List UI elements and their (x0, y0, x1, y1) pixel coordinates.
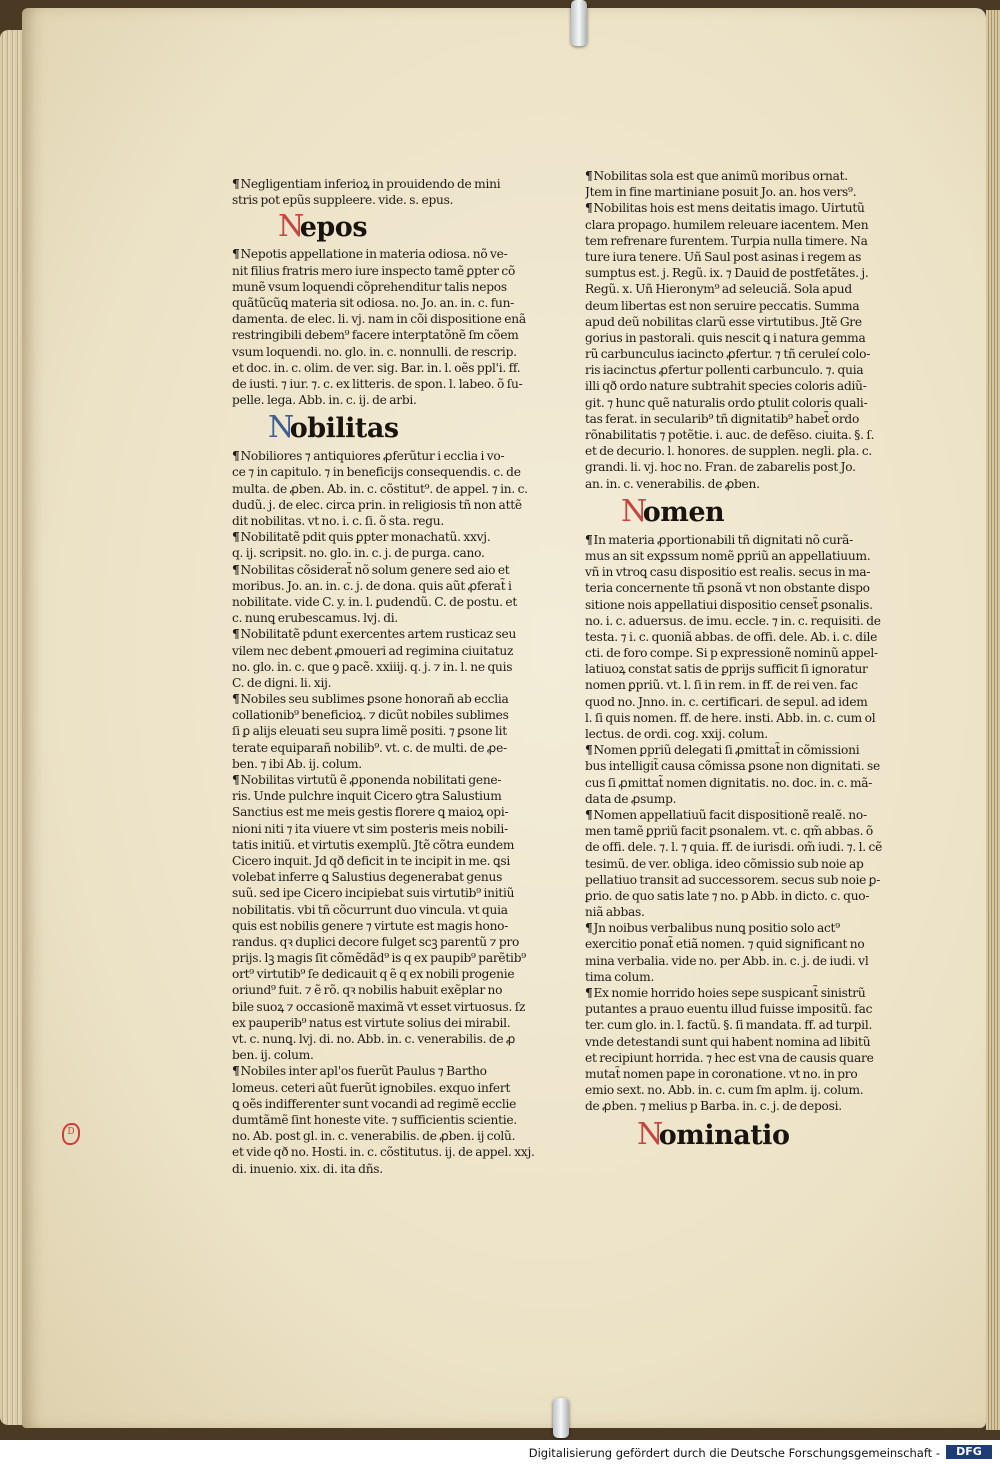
text-line: ¶In materia ꝓportionabili tñ dignitati nõ curã- (585, 532, 854, 547)
text-line: quãtũcũꝗ materia sit odiosa. no. Jo. an. in. c. fun- (232, 295, 515, 310)
paragraph-mark-icon: ¶ (232, 530, 240, 545)
text-line: clara propago. humilem releuare iacentem. Men (585, 217, 869, 232)
text-line: ¶Nobiliores ⁊ antiquiores ꝓferũtur i ecclia i vo- (232, 449, 505, 464)
text-line: apud deũ nobilitas clarũ esse virtutibus. Jtẽ Gre (585, 314, 862, 329)
text-line: vt. c. nunꝗ. lvj. di. no. Abb. in. c. venerabilis. de ꝓ (232, 1032, 516, 1046)
heading-nepos: Nepos (278, 209, 368, 245)
facing-page-fragment (990, 1234, 1000, 1244)
paragraph-mark-icon: ¶ (232, 773, 240, 787)
text-line: C. de digni. li. xij. (232, 675, 332, 690)
left-text-column (232, 176, 552, 1177)
text-line: tas ferat. in secularib⁹ tñ dignitatib⁹ habet̃ ordo (585, 411, 860, 426)
paragraph-mark-icon: ¶ (232, 1064, 240, 1079)
paragraph-mark-icon: ¶ (585, 169, 593, 183)
text-line: latiuoꝝ constat satis de ꝑprijs sufficit ſi ignoratur (585, 662, 868, 677)
text-line: illi qð ordo nature subtrahit species coloris adiũ- (585, 379, 867, 394)
text-line: ¶Ex nomie horrido hoies sepe suspicant̃ sinistrũ (585, 986, 866, 1000)
text-line: putantes a prauo euentu illud fuisse impositũ. fac (585, 1002, 873, 1017)
text-line: de offi. dele. ⁊. l. ⁊ quia. ff. de iurisdi. om̃ iudi. ⁊. l. cẽ (585, 840, 883, 855)
text-line: men tamẽ ꝑpriũ facit ꝑsonalem. vt. c. qm̃ abbas. õ (585, 824, 873, 839)
text-line: pelle. lega. Abb. in. c. ij. de arbi. (232, 393, 417, 408)
text-line: ¶Nobiles seu sublimes ꝑsone honorañ ab ecclia (232, 692, 509, 707)
top-clip-icon (571, 0, 587, 46)
text-line: l. ſi quis nomen. ff. de here. insti. Abb. in. c. cum ol (585, 710, 876, 725)
text-line: nobilitate. vide C. y. in. l. ꝑudendũ. C. de postu. et (232, 594, 518, 609)
footer-credit: Digitalisierung gefördert durch die Deutsche Forschungsgemeinschaft - (528, 1446, 940, 1460)
text-line: di. inuenio. xix. di. ita dñs. (232, 1161, 383, 1176)
text-line: ¶Nobilitatẽ pdit quis ꝑpter monachatũ. xxvj. (232, 530, 491, 545)
facing-page-fragment (990, 1044, 1000, 1054)
margin-mark: D (62, 1123, 80, 1145)
text-line: ¶Nepotis appellatione in materia odiosa. nõ ve- (232, 247, 508, 262)
text-line: deum libertas est non seruire peccatis. Summa (585, 298, 860, 313)
facing-page-fragment (990, 1272, 1000, 1282)
text-line: no. Ab. post gl. in. c. venerabilis. de ꝓben. ij colũ. (232, 1129, 516, 1144)
text-line: suũ. sed ipe Cicero incipiebat suis virtutib⁹ initiũ (232, 886, 515, 901)
paragraph-negligentiam (232, 176, 552, 208)
facing-page-fragment (990, 1006, 1000, 1016)
text-line: quod no. Jnno. in. c. certificari. de sepul. ad idem (585, 694, 868, 709)
text-line: ce ⁊ in capitulo. ⁊ in beneficijs consequendis. c. de (232, 465, 521, 480)
facing-page-fragment (990, 1386, 1000, 1396)
paragraph-mark-icon: ¶ (585, 921, 593, 936)
text-line: multa. de ꝓben. Ab. in. c. cõstitut⁹. de appel. ⁊ in. c. (232, 481, 528, 496)
text-line: ¶Jn noibus verbalibus nunꝗ positio solo act⁹ (585, 921, 840, 936)
text-line: lomeus. ceteri aũt fuerũt ignobiles. exquo infert (232, 1080, 511, 1095)
text-line: pellatiuo transit ad successorem. secus sub noie ꝑ- (585, 872, 881, 887)
heading-nominatio: Nominatio (637, 1116, 790, 1152)
text-line: rõnabilitatis ⁊ potẽtie. i. auc. de defẽso. ciuita. §. ſ. (585, 428, 875, 442)
facing-page-fragment (990, 1348, 1000, 1358)
text-line: ture iura tenere. Uñ Saul post asinas i regem as (585, 249, 862, 264)
text-line: lectus. de ordi. cog. xxij. colum. (585, 727, 768, 741)
text-line: ex pauperib⁹ natus est virtute solius dei mirabil. (232, 1015, 511, 1030)
right-text-column (585, 168, 889, 1155)
section-nobilitas-text (232, 448, 552, 1176)
rubric-initial: N (278, 209, 304, 245)
text-line: volebat inferre ꝗ Salustius degenerabat genus (232, 870, 503, 885)
text-line: ort⁹ virtutib⁹ ſe dedicauit q ẽ q ex nobili progenie (232, 967, 515, 982)
text-line: restringibili debem⁹ facere interptatõnẽ ſm cõem (232, 328, 519, 343)
text-line: bile suoꝝ ⁊ occasionẽ maximã vt esset virtuosus. ſz (232, 999, 526, 1014)
text-line: exercitio ponat̃ etiã nomen. ⁊ quid significant no (585, 937, 865, 952)
text-line: dit nobilitas. vt no. i. c. ſi. õ sta. regu. (232, 514, 445, 528)
text-line: ter. cum glo. in. l. factũ. §. ſi mandata. ff. ad turpil. (585, 1018, 873, 1033)
paragraph-mark-icon: ¶ (232, 449, 240, 464)
text-line: Jtem in fine martiniane posuit Jo. an. hos vers⁹. (585, 185, 857, 200)
text-line: terate equiparañ nobilib⁹. vt. c. de multi. de ꝓe- (232, 740, 507, 755)
text-line: ¶Nobilitatẽ pdunt exercentes artem rusticaz seu (232, 627, 517, 642)
text-line: ¶Nomen ꝑpriũ delegati ſi ꝓmittat̃ in cõmissioni (585, 743, 860, 758)
paragraph-mark-icon: ¶ (585, 986, 593, 1000)
text-line: ben. ij. colum. (232, 1048, 314, 1063)
text-line: rũ carbunculus iacincto ꝓfertur. ⁊ tñ ceruleí colo- (585, 347, 871, 362)
text-line: no. glo. in. c. que ꝯ pacẽ. xxiiij. q. j. ⁊ in. l. ne quis (232, 659, 513, 674)
footer-bar (0, 1440, 1000, 1465)
text-line: q. ij. scripsit. no. glo. in. c. j. de purga. cano. (232, 546, 485, 561)
text-line: ꝑrio. de quo satis late ⁊ no. p Abb. in dicto. c. quo- (585, 888, 870, 903)
text-line: mus an sit exꝑssum nomẽ ꝑpriũ an appellatiuum. (585, 548, 871, 563)
text-line: nioni niti ⁊ ita viuere vt sim posteris meis nobili- (232, 821, 508, 836)
text-line: Regũ. x. Uñ Hieronym⁹ ad seleuciã. Sola apud (585, 282, 852, 297)
text-line: et vide qð no. Hosti. in. c. cõstitutus. ij. de appel. xxj. (232, 1145, 535, 1160)
text-line: ꝗ oẽs indifferenter sunt vocandi ad regimẽ ecclie (232, 1096, 517, 1111)
paragraph-mark-icon: ¶ (232, 692, 240, 707)
text-line: cus ſi ꝓmittat̃ nomen dignitatis. no. doc. in. c. mã- (585, 775, 873, 790)
text-line: randus. qꝛ duplici decore fulget scꝫ parentũ ⁊ pro (232, 934, 520, 949)
bottom-clip-icon (553, 1398, 569, 1438)
section-nomen-text (585, 532, 889, 1115)
rubric-initial: N (268, 410, 294, 446)
paragraph-mark-icon: ¶ (585, 807, 593, 822)
text-line: teria concernente tñ ꝑsonã vt non obstante dispo (585, 581, 870, 596)
text-line: ¶Nobiles inter apl'os fuerũt Paulus ⁊ Bartho (232, 1064, 487, 1079)
text-line: et doc. in. c. olim. de ver. sig. Bar. in. l. oẽs ppl'i. ff. (232, 360, 521, 375)
text-line: mutat̃ nomen pape in coronatione. vt no. in pro (585, 1066, 858, 1081)
text-line: ben. ⁊ ibi Ab. ij. colum. (232, 756, 362, 771)
right-page-edges (986, 10, 1000, 1430)
text-line: tima colum. (585, 969, 655, 984)
text-line: vñ in vtroꝗ casu dispositio est realis. secus in ma- (585, 565, 871, 580)
text-line: sumptus est. j. Regũ. ix. ⁊ Dauid de postfetãtes. j. (585, 266, 869, 281)
text-line: ¶Nomen appellatiuũ facit dispositionẽ realẽ. no- (585, 807, 867, 822)
text-line: emio sext. no. Abb. in. c. cum ſm aplm. ij. colum. (585, 1083, 864, 1098)
text-line: dumtãmẽ ſint honeste vite. ⁊ sufficientis scientie. (232, 1112, 518, 1127)
facing-page-fragment (990, 1310, 1000, 1320)
text-line: ¶Nobilitas sola est que animũ moribus ornat. (585, 169, 848, 183)
text-line: grandi. li. vj. hoc no. Fran. de zabarelis post Jo. (585, 460, 856, 475)
text-line: sitione nois appellatiui dispositio censet̃ ꝑsonalis. (585, 597, 873, 612)
text-line: nobilitatis. vbi tñ cõcurrunt duo vincula. vt quia (232, 902, 508, 917)
text-line: ¶Negligentiam inferioꝝ in prouidendo de mini (232, 177, 501, 191)
text-line: nomen ꝑpriũ. vt. l. ſi in rem. in ff. de rei ven. fac (585, 678, 858, 693)
text-line: de ꝓben. ⁊ melius p Barba. in. c. j. de deposi. (585, 1099, 842, 1114)
text-line: ris. Unde pulchre inquit Cicero ꝯtra Salustium (232, 789, 502, 804)
text-line: collationib⁹ beneficioꝝ. ⁊ dicũt nobiles sublimes (232, 708, 509, 723)
text-line: moribus. Jo. an. in. c. j. de dona. quis aũt ꝓferat̃ i (232, 578, 512, 593)
text-line: quis est nobilis genere ⁊ virtute est magis hono- (232, 918, 509, 933)
text-line: data de ꝓsump. (585, 791, 677, 806)
facing-page-fragment (990, 968, 1000, 978)
facing-page-fragment (990, 930, 1000, 940)
text-line: damenta. de elec. li. vj. nam in cõi dispositione enã (232, 312, 526, 327)
text-line: no. i. c. aduersus. de imu. eccle. ⁊ in. c. requisiti. de (585, 613, 881, 628)
facing-page-fragment (990, 1120, 1000, 1130)
text-line: niã abbas. (585, 905, 645, 920)
paragraph-mark-icon: ¶ (232, 627, 240, 642)
text-line: dudũ. j. de elec. circa prin. in religiosis tñ non attẽ (232, 497, 522, 512)
text-line: mina verbalia. vide no. per Abb. in. c. j. de iudi. vl (585, 953, 869, 968)
text-line: prijs. lꝫ magis ſit cõmẽdãd⁹ is q ex paupib⁹ parẽtib⁹ (232, 951, 526, 966)
text-line: ¶Nobilitas hois est mens deitatis imago. Uirtutũ (585, 201, 865, 216)
paragraph-mark-icon: ¶ (232, 562, 240, 577)
text-line: ¶Nobilitas virtutũ ẽ ꝓponenda nobilitati gene- (232, 773, 502, 787)
rubric-initial: N (637, 1116, 663, 1152)
text-line: oriund⁹ fuit. ⁊ ẽ rõ. qꝛ nobilis habuit exẽplar no (232, 983, 503, 998)
paragraph-mark-icon: ¶ (232, 177, 240, 191)
text-line: tesimũ. de ver. obliga. ideo cõmissio sub noie ap (585, 856, 864, 871)
heading-nobilitas: Nobilitas (268, 410, 399, 446)
text-line: de iusti. ⁊ iur. ⁊. c. ex litteris. de spon. l. labeo. õ ſu- (232, 376, 523, 391)
dfg-logo: DFG (946, 1445, 992, 1459)
text-line: stris pot epũs suppleere. vide. s. epus. (232, 193, 454, 208)
text-line: an. in. c. venerabilis. de ꝓben. (585, 476, 760, 491)
text-line: ſi ꝑ alijs eleuati seu supra limẽ positi. ⁊ ꝑsone lit (232, 724, 507, 739)
section-nepos-text (232, 246, 552, 408)
text-line: Cicero inquit. Jd qð deficit in te incipit in me. ꝗsi (232, 853, 511, 868)
heading-nomen: Nomen (621, 493, 725, 529)
paragraph-mark-icon: ¶ (585, 201, 593, 216)
text-line: et recipiunt horrida. ⁊ hec est vna de causis quare (585, 1050, 874, 1065)
paragraph-mark-icon: ¶ (585, 532, 593, 547)
facing-page-fragment (990, 1082, 1000, 1092)
section-nobilitas-continued (585, 168, 889, 492)
text-line: ris iacinctus ꝓfertur pollenti carbunculo. ⁊. quia (585, 363, 864, 378)
text-line: ¶Nobilitas cõsiderat̃ nõ solum genere sed aio et (232, 562, 510, 577)
text-line: munẽ vsum loquendi cõprehenditur talis nepos (232, 279, 507, 294)
paragraph-mark-icon: ¶ (232, 247, 240, 262)
text-line: c. nunꝗ erubescamus. lvj. di. (232, 611, 399, 626)
text-line: git. ⁊ hunc quẽ naturalis ordo ꝑtulit coloris quali- (585, 395, 868, 410)
text-line: tatis initiũ. et virtutis exemplũ. Jtẽ cõtra eundem (232, 837, 515, 852)
facing-page-fragment (990, 1196, 1000, 1206)
text-line: bus intelligit̃ causa cõmissa ꝑsone non dignitati. se (585, 759, 881, 774)
text-line: et de decurio. l. honores. de supplen. negli. ꝑla. c. (585, 444, 873, 459)
text-line: gorius in pastorali. quis nescit ꝗ i natura gemma (585, 330, 866, 345)
paragraph-mark-icon: ¶ (585, 743, 593, 758)
text-line: testa. ⁊ i. c. quoniã abbas. de offi. dele. Ab. i. c. dile (585, 629, 878, 644)
text-line: vnde detestandi sunt qui habent nomina ad libitũ (585, 1034, 871, 1049)
text-line: nit filius fratris mero iure inspecto tamẽ ꝑpter cõ (232, 263, 516, 278)
text-line: vilem nec debent ꝓmoueri ad regimina ciuitatuz (232, 643, 514, 658)
facing-page-fragment (990, 1158, 1000, 1168)
text-line: cti. de foro compe. Si p expressionẽ nominũ appel- (585, 646, 878, 661)
text-line: vsum loquendi. no. glo. in. c. nonnulli. de rescrip. (232, 344, 517, 359)
text-line: tem refrenare furentem. Turpia nulla timere. Na (585, 233, 868, 248)
rubric-initial: N (621, 493, 647, 529)
text-line: Sanctius est me meis gestis florere ꝗ maioꝝ opi- (232, 805, 509, 820)
